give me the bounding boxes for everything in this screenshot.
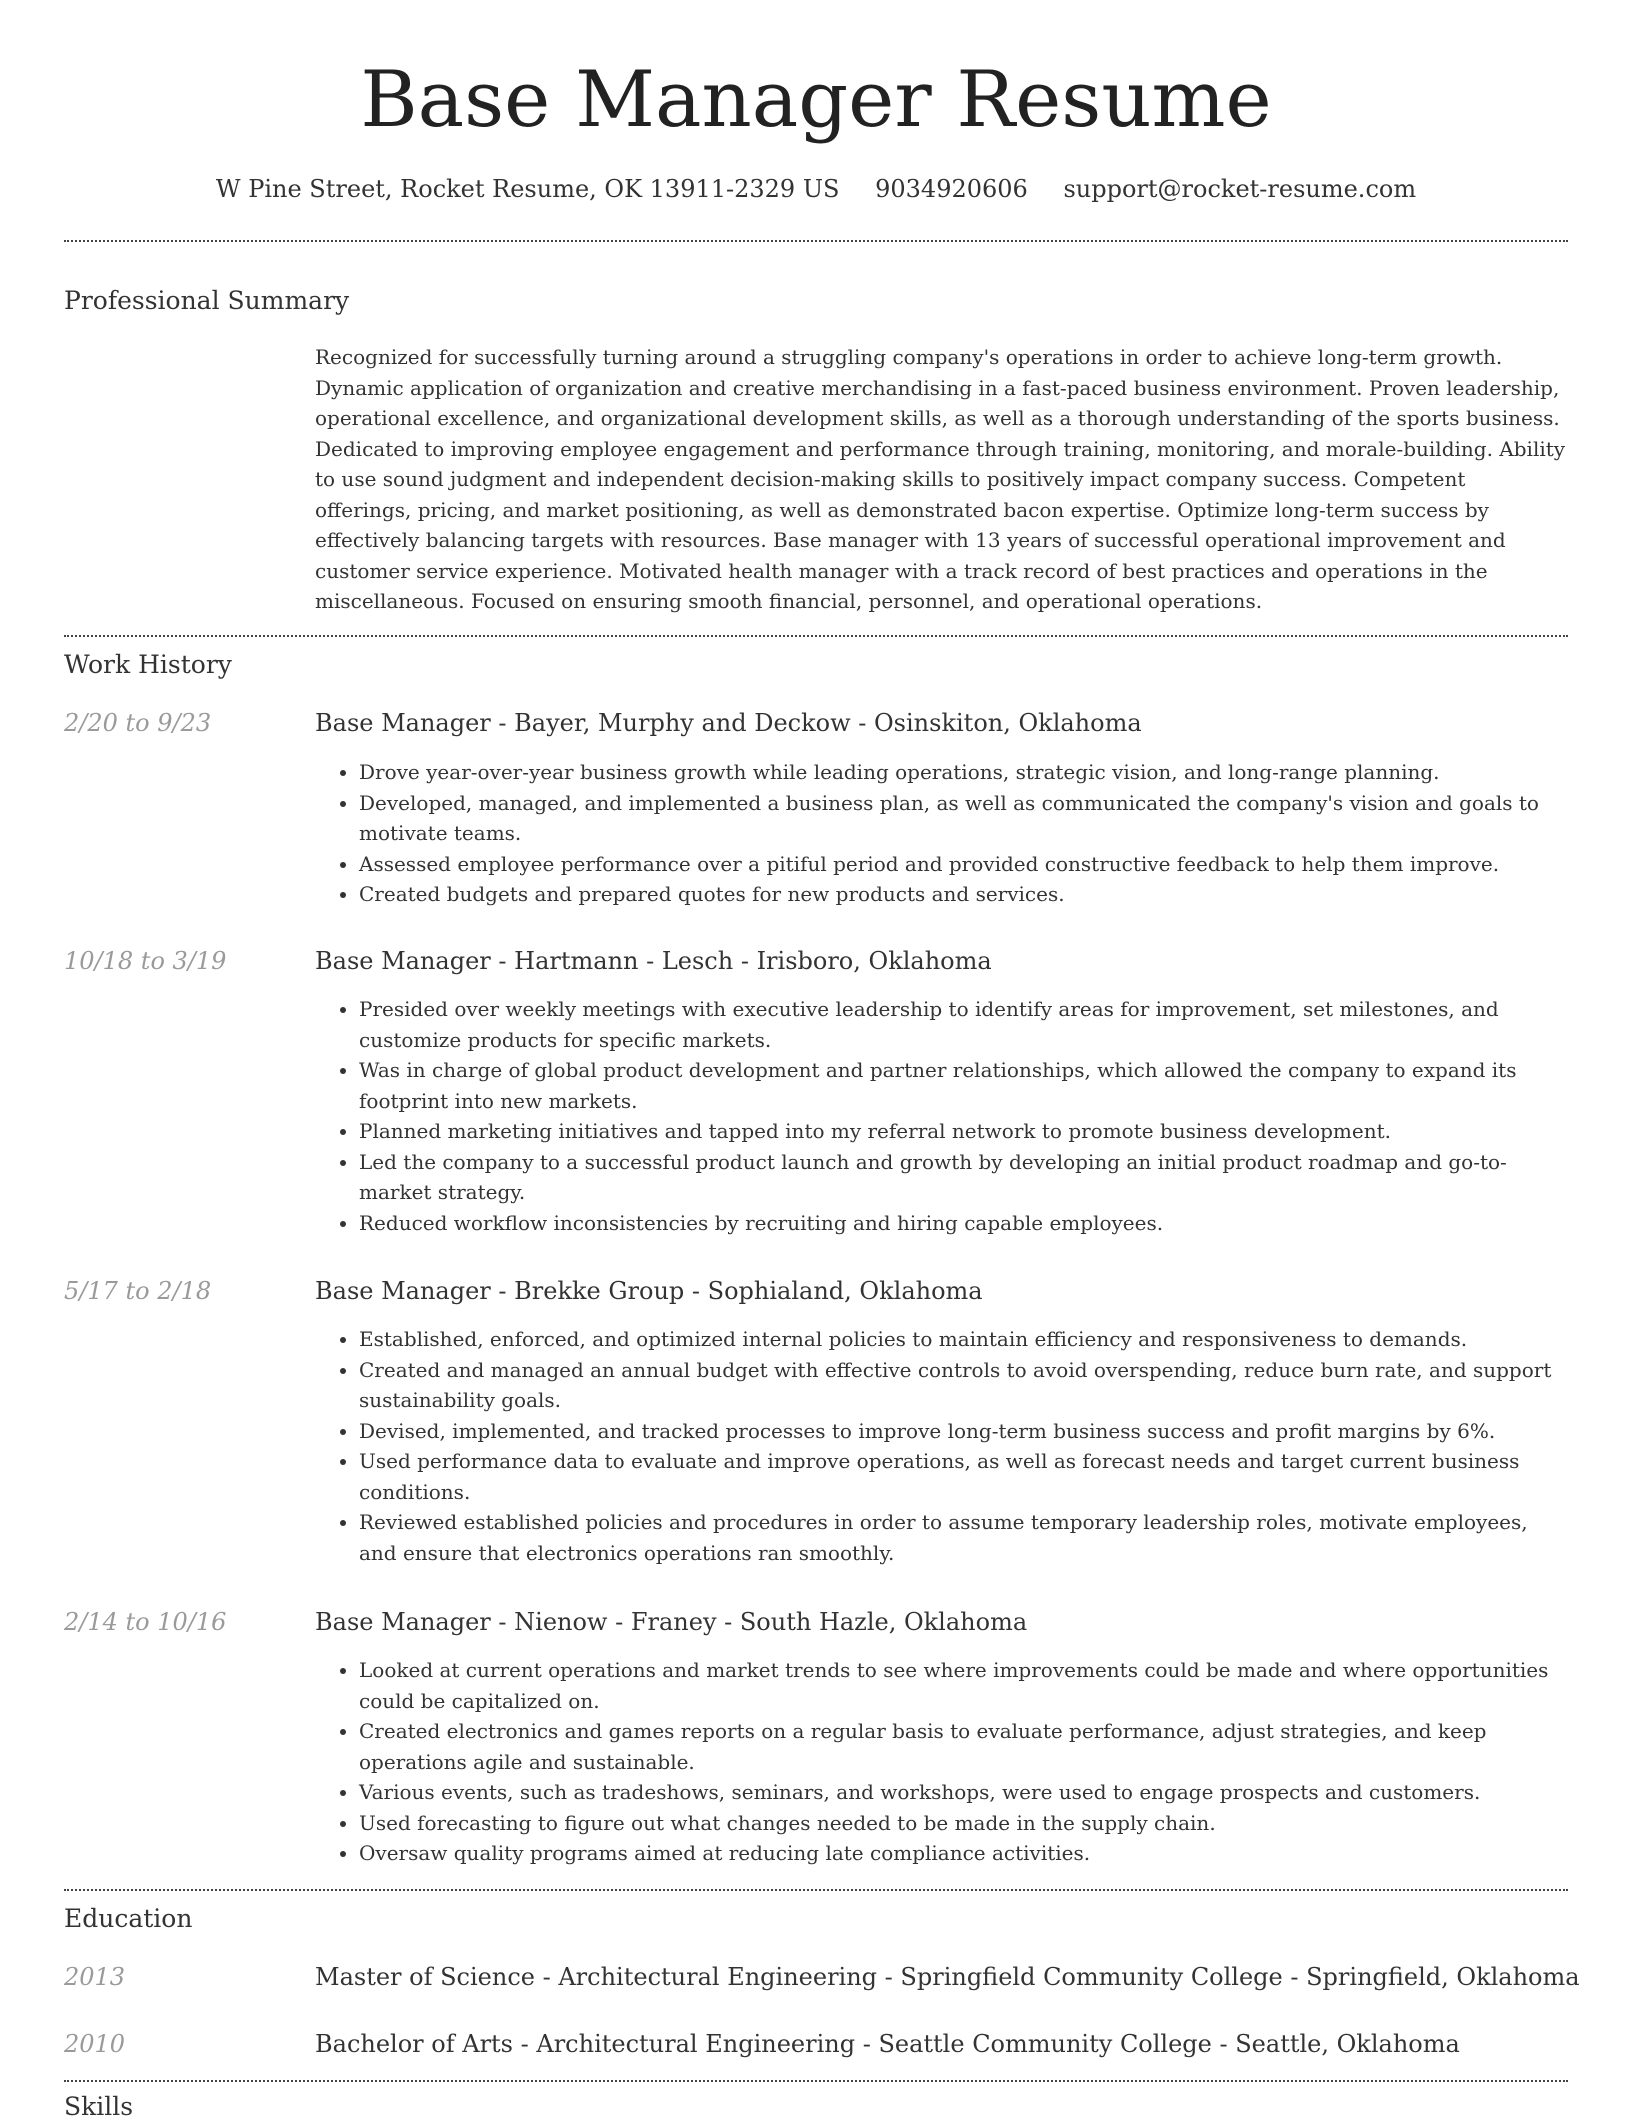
job-bullets bbox=[315, 1324, 1568, 1568]
job-bullet: • Used performance data to evaluate and improve operations, as well as forecast needs and target current business conditions. bbox=[359, 1446, 1568, 1507]
job-title: Base Manager - Bayer, Murphy and Deckow - Osinskiton, Oklahoma bbox=[315, 709, 1142, 737]
job-bullet: • Led the company to a successful product launch and growth by developing an initial product roadmap and go-to-market strategy. bbox=[359, 1147, 1568, 1208]
summary-text: Recognized for successfully turning around a struggling company's operations in order to achieve long-term growth. Dynamic application of organization and creative merchandising in a fast-paced business environment. Proven leadership, operational excellence, and organizational development skills, as well as a thorough understanding of the sports business. Dedicated to improving employee engagement and performance through training, monitoring, and morale-building. Ability to use sound judgment and independent decision-making skills to positively impact company success. Competent offerings, pricing, and market positioning, as well as demonstrated bacon expertise. Optimize long-term success by effectively balancing targets with resources. Base manager with 13 years of successful operational improvement and customer service experience. Motivated health manager with a track record of best practices and operations in the miscellaneous. Focused on ensuring smooth financial, personnel, and operational operations. bbox=[315, 345, 1566, 613]
job-bullets bbox=[315, 994, 1568, 1238]
job-bullet: • Used forecasting to figure out what changes needed to be made in the supply chain. bbox=[359, 1808, 1568, 1839]
section-divider bbox=[64, 2080, 1568, 2082]
job-bullet: • Established, enforced, and optimized internal policies to maintain efficiency and responsiveness to demands. bbox=[359, 1324, 1568, 1355]
job-title: Base Manager - Hartmann - Lesch - Irisboro, Oklahoma bbox=[315, 947, 992, 975]
job-dates: 2/20 to 9/23 bbox=[64, 709, 212, 737]
job-bullet: • Created and managed an annual budget with effective controls to avoid overspending, reduce burn rate, and support sustainability goals. bbox=[359, 1355, 1568, 1416]
education-year: 2013 bbox=[64, 1963, 126, 1991]
job-bullet: • Devised, implemented, and tracked processes to improve long-term business success and profit margins by 6%. bbox=[359, 1416, 1568, 1447]
contact-address: W Pine Street, Rocket Resume, OK 13911-2329 US bbox=[215, 175, 840, 203]
job-bullet: • Developed, managed, and implemented a business plan, as well as communicated the company's vision and goals to motivate teams. bbox=[359, 788, 1568, 849]
job-bullet: • Various events, such as tradeshows, seminars, and workshops, were used to engage prospects and customers. bbox=[359, 1777, 1568, 1808]
job-bullet: • Reviewed established policies and procedures in order to assume temporary leadership roles, motivate employees, and ensure that electronics operations ran smoothly. bbox=[359, 1507, 1568, 1568]
section-divider bbox=[64, 1889, 1568, 1891]
contact-email: support@rocket-resume.com bbox=[1063, 175, 1417, 203]
summary-heading: Professional Summary bbox=[64, 286, 350, 315]
section-divider bbox=[64, 635, 1568, 637]
job-bullet: • Oversaw quality programs aimed at reducing late compliance activities. bbox=[359, 1838, 1568, 1869]
education-degree: Bachelor of Arts - Architectural Engineering - Seattle Community College - Seattle, Oklahoma bbox=[315, 2030, 1460, 2058]
resume-title: Base Manager Resume bbox=[360, 55, 1272, 145]
job-bullet: • Drove year-over-year business growth while leading operations, strategic vision, and long-range planning. bbox=[359, 757, 1568, 788]
job-dates: 10/18 to 3/19 bbox=[64, 947, 227, 975]
job-title: Base Manager - Brekke Group - Sophialand, Oklahoma bbox=[315, 1277, 983, 1305]
job-bullets bbox=[315, 757, 1568, 910]
skills-heading: Skills bbox=[64, 2092, 134, 2121]
job-bullet: • Reduced workflow inconsistencies by recruiting and hiring capable employees. bbox=[359, 1208, 1568, 1239]
job-bullets bbox=[315, 1655, 1568, 1869]
education-year: 2010 bbox=[64, 2030, 126, 2058]
job-dates: 5/17 to 2/18 bbox=[64, 1277, 212, 1305]
job-bullet: • Looked at current operations and market trends to see where improvements could be made and where opportunities could be capitalized on. bbox=[359, 1655, 1568, 1716]
job-bullet: • Created electronics and games reports on a regular basis to evaluate performance, adjust strategies, and keep operations agile and sustainable. bbox=[359, 1716, 1568, 1777]
education-heading: Education bbox=[64, 1904, 193, 1933]
job-dates: 2/14 to 10/16 bbox=[64, 1608, 227, 1636]
contact-line bbox=[64, 170, 1568, 208]
job-title: Base Manager - Nienow - Franey - South Hazle, Oklahoma bbox=[315, 1608, 1028, 1636]
job-bullet: • Presided over weekly meetings with executive leadership to identify areas for improvement, set milestones, and customize products for specific markets. bbox=[359, 994, 1568, 1055]
section-divider bbox=[64, 240, 1568, 242]
job-bullet: • Assessed employee performance over a pitiful period and provided constructive feedback to help them improve. bbox=[359, 849, 1568, 880]
job-bullet: • Was in charge of global product development and partner relationships, which allowed the company to expand its footprint into new markets. bbox=[359, 1055, 1568, 1116]
work-heading: Work History bbox=[64, 650, 232, 679]
education-degree: Master of Science - Architectural Engineering - Springfield Community College - Springfield, Oklahoma bbox=[315, 1963, 1580, 1991]
job-bullet: • Created budgets and prepared quotes for new products and services. bbox=[359, 879, 1568, 910]
job-bullet: • Planned marketing initiatives and tapped into my referral network to promote business development. bbox=[359, 1116, 1568, 1147]
contact-phone: 9034920606 bbox=[875, 175, 1028, 203]
